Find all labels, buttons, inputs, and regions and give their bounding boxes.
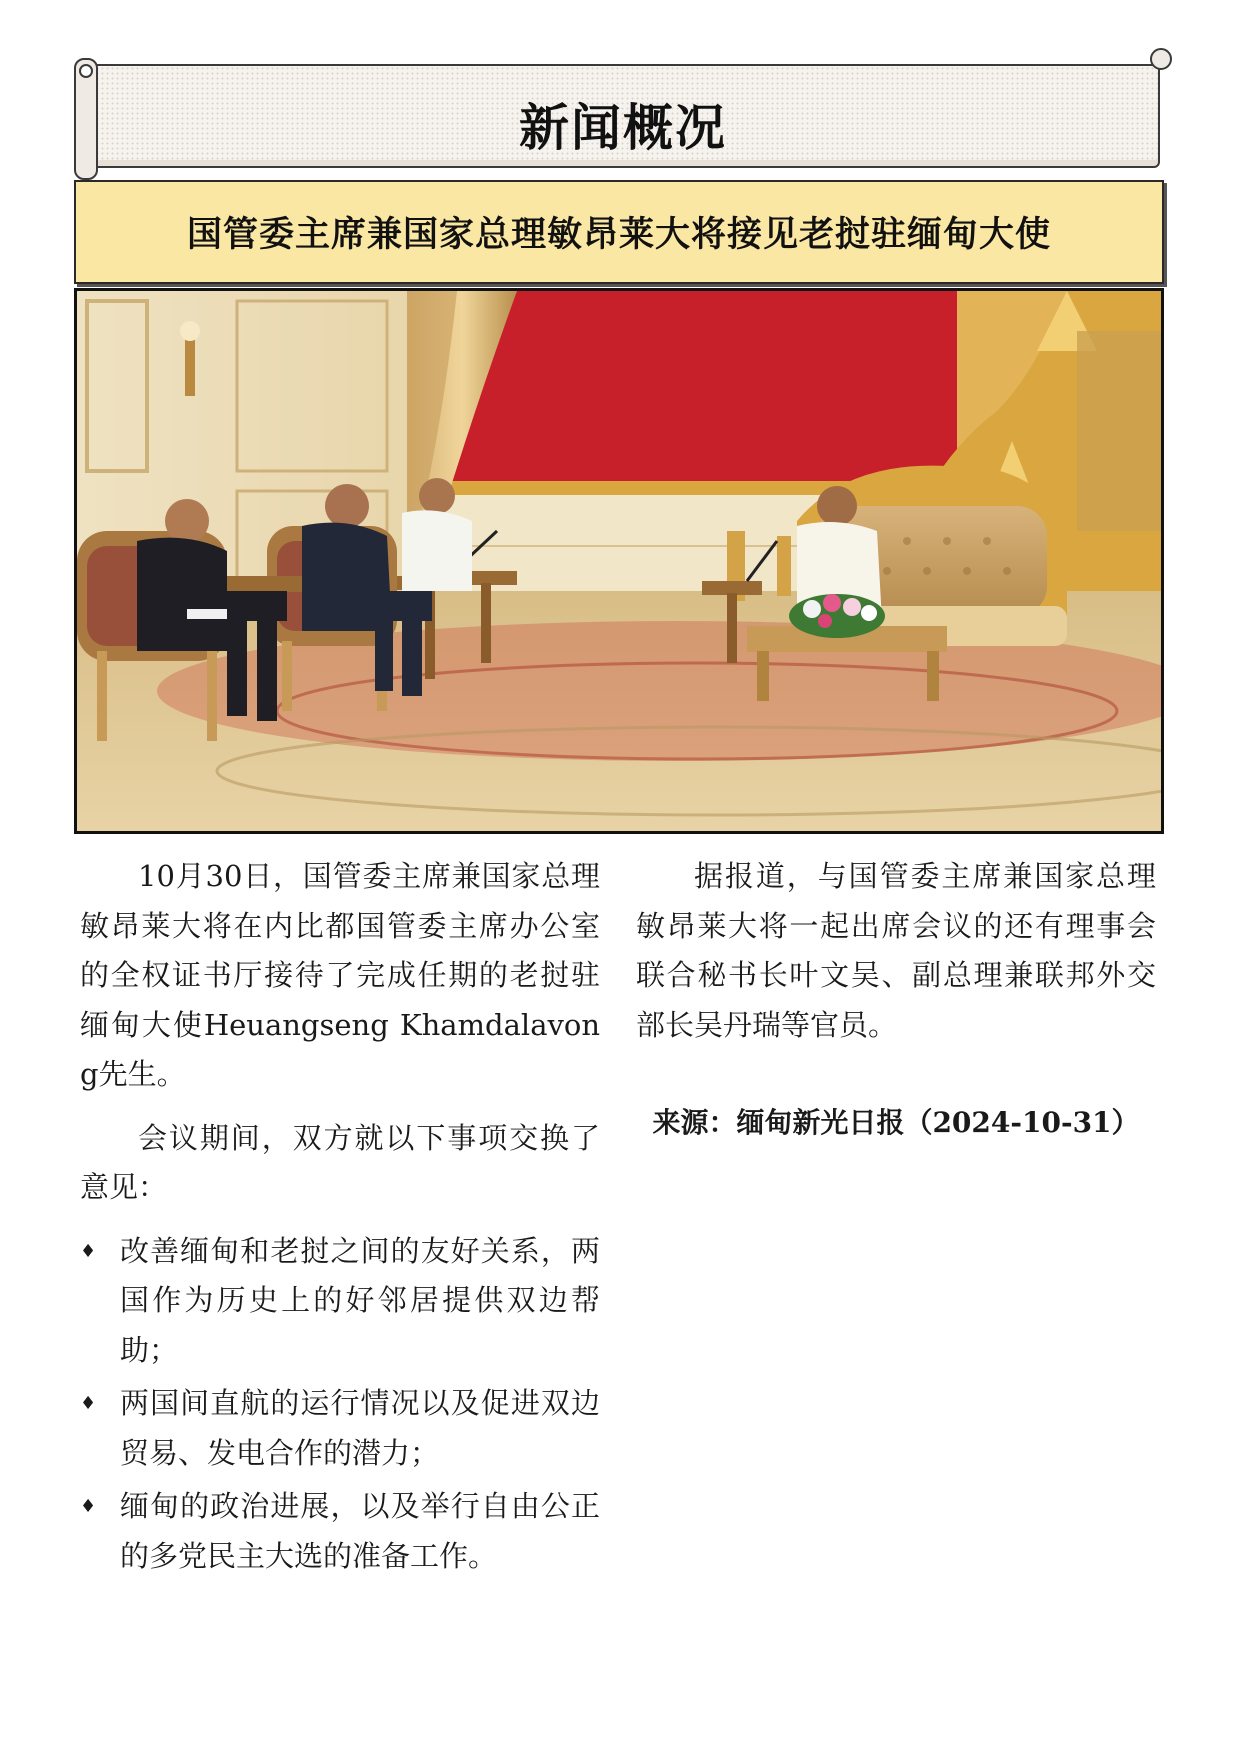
scroll-banner [74,58,1172,178]
diamond-bullet-icon: ♦ [80,1240,97,1262]
meeting-photo [74,288,1164,834]
banner-title: 新闻概况 [519,98,727,157]
scroll-curl-right-icon [1150,48,1172,70]
headline-text: 国管委主席兼国家总理敏昂莱大将接见老挝驻缅甸大使 [186,214,1051,255]
diamond-bullet-icon: ♦ [80,1496,97,1517]
list-item [80,1227,600,1376]
bullet-text: 改善缅甸和老挝之间的友好关系，两国作为历史上的好邻居提供双边帮助； [120,1233,600,1367]
left-paragraph-1: 10月30日，国管委主席兼国家总理敏昂莱大将在内比都国管委主席办公室的全权证书厅接待了完成任期的老挝驻缅甸大使Heuangseng Khamdalavong先生。 [80,859,600,1091]
right-column [636,852,1156,1148]
left-column [80,852,600,1585]
right-paragraph-1: 据报道，与国管委主席兼国家总理敏昂莱大将一起出席会议的还有理事会联合秘书长叶文吴、副总理兼联邦外交部长吴丹瑞等官员。 [636,859,1156,1042]
diamond-bullet-icon: ♦ [80,1393,97,1414]
list-item [80,1379,600,1478]
meeting-photo-icon [77,291,1161,831]
bullet-text: 缅甸的政治进展，以及举行自由公正的多党民主大选的准备工作。 [120,1489,600,1573]
left-paragraph-2: 会议期间，双方就以下事项交换了意见： [80,1120,600,1204]
bullet-text: 两国间直航的运行情况以及促进双边贸易、发电合作的潜力； [120,1386,600,1470]
bullet-list [80,1227,600,1582]
source-line: 来源：缅甸新光日报（2024-10-31） [652,1106,1140,1139]
list-item [80,1482,600,1581]
headline-box [74,180,1164,284]
